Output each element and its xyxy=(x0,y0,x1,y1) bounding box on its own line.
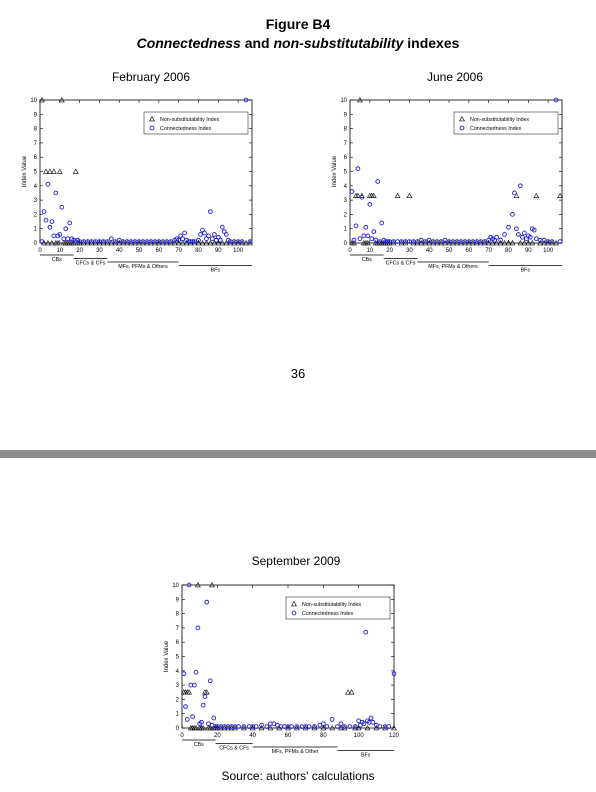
x-tick-label: 40 xyxy=(115,248,123,254)
group-label: CFCs & CFs xyxy=(75,260,106,267)
group-label: BFs xyxy=(210,267,221,274)
connectedness-point xyxy=(184,705,188,709)
connectedness-point xyxy=(205,600,209,604)
y-tick-label: 9 xyxy=(343,112,347,119)
connectedness-point xyxy=(183,231,187,235)
group-label: BFs xyxy=(520,267,531,274)
subtitle-and: and xyxy=(240,35,274,51)
connectedness-point xyxy=(207,234,211,238)
y-tick-label: 6 xyxy=(33,155,37,162)
group-label: MFs, PFMs & Others xyxy=(118,264,168,270)
group-label: MFs, PFMs & Other xyxy=(271,749,319,755)
connectedness-point xyxy=(60,205,64,209)
figure-title: Figure B4 xyxy=(265,16,331,32)
x-tick-label: 70 xyxy=(485,248,493,254)
legend-label: Non-substitutability Index xyxy=(160,117,220,123)
y-tick-label: 2 xyxy=(343,212,347,219)
y-tick-label: 2 xyxy=(33,212,37,219)
group-label: BFs xyxy=(361,752,371,759)
chart-jun2006 xyxy=(328,92,568,282)
connectedness-point xyxy=(518,184,522,188)
x-tick-label: 20 xyxy=(386,248,393,254)
y-tick-label: 0 xyxy=(175,726,179,732)
group-label: MFs, PFMs & Others xyxy=(428,264,478,270)
x-tick-label: 30 xyxy=(96,248,103,254)
x-tick-label: 50 xyxy=(445,248,453,254)
legend-label: Connectedness Index xyxy=(470,126,522,132)
y-tick-label: 0 xyxy=(343,241,347,247)
connectedness-point xyxy=(191,715,195,719)
connectedness-point xyxy=(356,167,360,171)
connectedness-point xyxy=(358,237,362,241)
x-tick-label: 0 xyxy=(348,248,352,254)
x-tick-label: 80 xyxy=(505,248,512,254)
x-tick-label: 30 xyxy=(406,248,413,254)
connectedness-point xyxy=(64,227,68,231)
connectedness-point xyxy=(364,630,368,634)
y-tick-label: 1 xyxy=(175,711,179,718)
connectedness-point xyxy=(330,718,334,722)
connectedness-point xyxy=(368,202,372,206)
x-tick-label: 60 xyxy=(284,733,292,739)
x-tick-label: 20 xyxy=(213,733,221,739)
x-tick-label: 10 xyxy=(366,248,374,254)
connectedness-point xyxy=(185,718,189,722)
y-tick-label: 8 xyxy=(175,611,179,618)
connectedness-point xyxy=(354,224,358,228)
connectedness-point xyxy=(46,182,50,186)
figure-subtitle xyxy=(0,35,596,51)
y-tick-label: 8 xyxy=(33,126,37,133)
connectedness-point xyxy=(376,180,380,184)
y-tick-label: 1 xyxy=(33,226,37,233)
y-tick-label: 9 xyxy=(33,112,37,119)
page-break-divider xyxy=(0,450,596,458)
group-label: CBs xyxy=(51,257,62,263)
legend-label: Connectedness Index xyxy=(302,611,354,617)
y-tick-label: 0 xyxy=(33,241,37,247)
connectedness-point xyxy=(370,237,374,241)
legend-label: Non-substitutability Index xyxy=(302,602,362,608)
connectedness-point xyxy=(517,233,521,237)
connectedness-point xyxy=(199,233,203,237)
legend-label: Non-substitutability Index xyxy=(470,117,530,123)
y-axis-label: Index Value xyxy=(164,640,170,673)
y-axis-label: Index Value xyxy=(22,155,28,188)
connectedness-point xyxy=(68,221,72,225)
connectedness-point xyxy=(196,626,200,630)
connectedness-point xyxy=(507,225,511,229)
y-tick-label: 6 xyxy=(343,155,347,162)
x-tick-label: 80 xyxy=(195,248,202,254)
y-tick-label: 7 xyxy=(343,140,347,147)
connectedness-point xyxy=(208,679,212,683)
x-tick-label: 100 xyxy=(353,733,364,739)
non-substitutability-point xyxy=(73,169,78,173)
x-tick-label: 20 xyxy=(76,248,83,254)
connectedness-point xyxy=(511,213,515,217)
y-tick-label: 5 xyxy=(33,169,37,176)
connectedness-point xyxy=(52,234,56,238)
group-label: CFCs & CFs xyxy=(219,745,249,752)
x-tick-label: 40 xyxy=(425,248,433,254)
y-axis-label: Index Value xyxy=(332,155,338,188)
x-tick-label: 90 xyxy=(214,248,222,254)
connectedness-point xyxy=(203,231,207,235)
y-tick-label: 7 xyxy=(175,625,179,632)
y-tick-label: 2 xyxy=(175,697,179,704)
connectedness-point xyxy=(372,230,376,234)
connectedness-point xyxy=(380,221,384,225)
connectedness-point xyxy=(522,231,526,235)
connectedness-point xyxy=(182,672,186,676)
legend-label: Connectedness Index xyxy=(160,126,212,132)
non-substitutability-point xyxy=(407,193,412,197)
chart-feb2006 xyxy=(18,92,258,282)
connectedness-point xyxy=(220,225,224,229)
connectedness-point xyxy=(50,220,54,224)
x-tick-label: 60 xyxy=(465,248,473,254)
connectedness-point xyxy=(42,210,46,214)
x-tick-label: 90 xyxy=(524,248,532,254)
subtitle-non-substitutability: non-substitutability xyxy=(273,35,404,51)
subtitle-indexes: indexes xyxy=(403,35,460,51)
chart-title-jun2006: June 2006 xyxy=(426,70,484,84)
non-substitutability-point xyxy=(395,193,400,197)
connectedness-point xyxy=(369,716,373,720)
x-tick-label: 100 xyxy=(543,248,554,254)
y-tick-label: 6 xyxy=(175,640,179,647)
y-tick-label: 3 xyxy=(33,198,37,205)
y-tick-label: 1 xyxy=(343,226,347,233)
x-tick-label: 10 xyxy=(56,248,64,254)
x-tick-label: 100 xyxy=(233,248,244,254)
connectedness-point xyxy=(194,670,198,674)
connectedness-point xyxy=(201,703,205,707)
y-tick-label: 5 xyxy=(343,169,347,176)
chart-title-feb2006: February 2006 xyxy=(111,70,191,84)
connectedness-point xyxy=(48,225,52,229)
subtitle-connectedness: Connectedness xyxy=(136,35,241,51)
y-tick-label: 8 xyxy=(343,126,347,133)
y-tick-label: 4 xyxy=(175,668,179,675)
x-tick-label: 0 xyxy=(180,733,184,739)
connectedness-point xyxy=(350,190,354,194)
x-tick-label: 0 xyxy=(38,248,42,254)
connectedness-point xyxy=(224,233,228,237)
connectedness-point xyxy=(210,237,214,241)
x-tick-label: 70 xyxy=(175,248,183,254)
connectedness-point xyxy=(364,225,368,229)
connectedness-point xyxy=(212,716,216,720)
x-tick-label: 40 xyxy=(249,733,257,739)
y-tick-label: 3 xyxy=(175,683,179,690)
connectedness-point xyxy=(362,234,366,238)
non-substitutability-point xyxy=(57,169,62,173)
connectedness-point xyxy=(208,210,212,214)
connectedness-point xyxy=(513,191,517,195)
connectedness-point xyxy=(212,233,216,237)
source-note: Source: authors' calculations xyxy=(221,769,375,783)
chart-title-sep2009: September 2009 xyxy=(251,554,341,568)
connectedness-point xyxy=(515,227,519,231)
page-number: 36 xyxy=(290,366,306,381)
y-tick-label: 7 xyxy=(33,140,37,147)
x-tick-label: 80 xyxy=(319,733,327,739)
connectedness-point xyxy=(203,695,207,699)
connectedness-point xyxy=(534,237,538,241)
y-tick-label: 10 xyxy=(30,98,37,104)
connectedness-point xyxy=(54,191,58,195)
non-substitutability-point xyxy=(534,193,539,197)
y-tick-label: 10 xyxy=(172,583,179,589)
connectedness-point xyxy=(44,218,48,222)
x-tick-label: 50 xyxy=(135,248,143,254)
group-label: CBs xyxy=(361,257,372,263)
connectedness-point xyxy=(503,233,507,237)
y-tick-label: 10 xyxy=(340,98,347,104)
y-tick-label: 4 xyxy=(33,183,37,190)
y-tick-label: 9 xyxy=(175,597,179,604)
y-tick-label: 3 xyxy=(343,198,347,205)
chart-sep2009 xyxy=(160,577,405,767)
connectedness-point xyxy=(218,238,222,242)
group-label: CFCs & CFs xyxy=(385,260,416,267)
y-tick-label: 4 xyxy=(343,183,347,190)
x-tick-label: 120 xyxy=(388,733,400,739)
group-label: CBs xyxy=(193,742,204,748)
y-tick-label: 5 xyxy=(175,654,179,661)
connectedness-point xyxy=(495,235,499,239)
connectedness-point xyxy=(360,195,364,199)
connectedness-point xyxy=(366,234,370,238)
connectedness-point xyxy=(520,235,524,239)
x-tick-label: 60 xyxy=(155,248,163,254)
